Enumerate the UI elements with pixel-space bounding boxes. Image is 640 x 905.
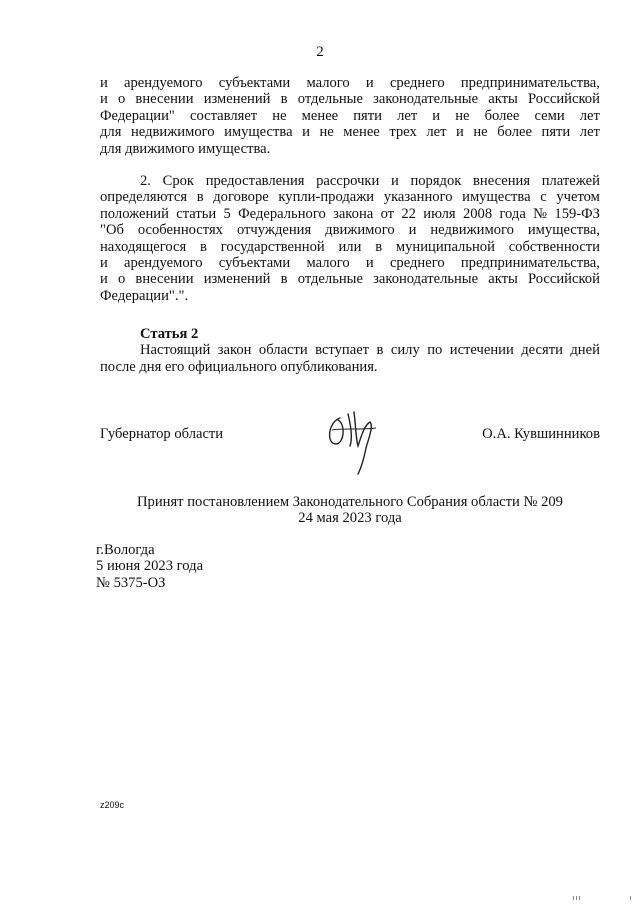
document-footer [96, 542, 203, 591]
adoption-line-2: 24 мая 2023 года [298, 510, 402, 527]
paragraph-2 [100, 173, 600, 304]
text-line: и о внесении изменений в отдельные законодательные акты Российской [100, 91, 600, 108]
article-text-line: после дня его официального опубликования. [100, 358, 378, 375]
article-heading: Статья 2 [140, 326, 199, 342]
text-line: положений статьи 5 Федерального закона от 22 июля 2008 года № 159-ФЗ [100, 205, 600, 222]
footer-number: № 5375-ОЗ [96, 574, 166, 591]
text-line: "Об особенностях отчуждения движимого и недвижимого имущества, [100, 222, 600, 239]
handwritten-signature [322, 400, 382, 480]
text-line: и арендуемого субъектами малого и среднего предпринимательства, [100, 75, 600, 91]
footer-city: г.Вологда [96, 542, 155, 558]
text-line: Федерации".". [100, 287, 189, 304]
signature-row [100, 426, 600, 446]
adoption-note [100, 494, 600, 527]
text-line: Федерации" составляет не менее пяти лет и не более семи лет [100, 107, 600, 124]
page-number: 2 [316, 44, 324, 60]
text-line: и о внесении изменений в отдельные законодательные акты Российской [100, 271, 600, 288]
adoption-line-1: Принят постановлением Законодательного Собрания области № 209 [137, 494, 563, 510]
text-line: определяются в договоре купли-продажи указанного имущества с учетом [100, 189, 600, 206]
footer-date: 5 июня 2023 года [96, 558, 204, 575]
text-line: находящегося в государственной или в муниципальной собственности [100, 238, 600, 255]
scan-artifact-marks [573, 895, 633, 901]
signature-title: Губернатор области [100, 426, 224, 442]
text-line: 2. Срок предоставления рассрочки и порядок внесения платежей [140, 173, 600, 189]
document-code: z209c [100, 800, 125, 810]
paragraph-1 [100, 75, 600, 157]
text-line: для движимого имущества. [100, 140, 271, 157]
text-line: и арендуемого субъектами малого и среднего предпринимательства, [100, 254, 600, 271]
article-text-line: Настоящий закон области вступает в силу по истечении десяти дней [140, 342, 600, 359]
article-2 [100, 326, 600, 375]
text-line: для недвижимого имущества и не менее трех лет и не более пяти лет [100, 124, 600, 141]
signatory-name: О.А. Кувшинников [482, 426, 600, 442]
